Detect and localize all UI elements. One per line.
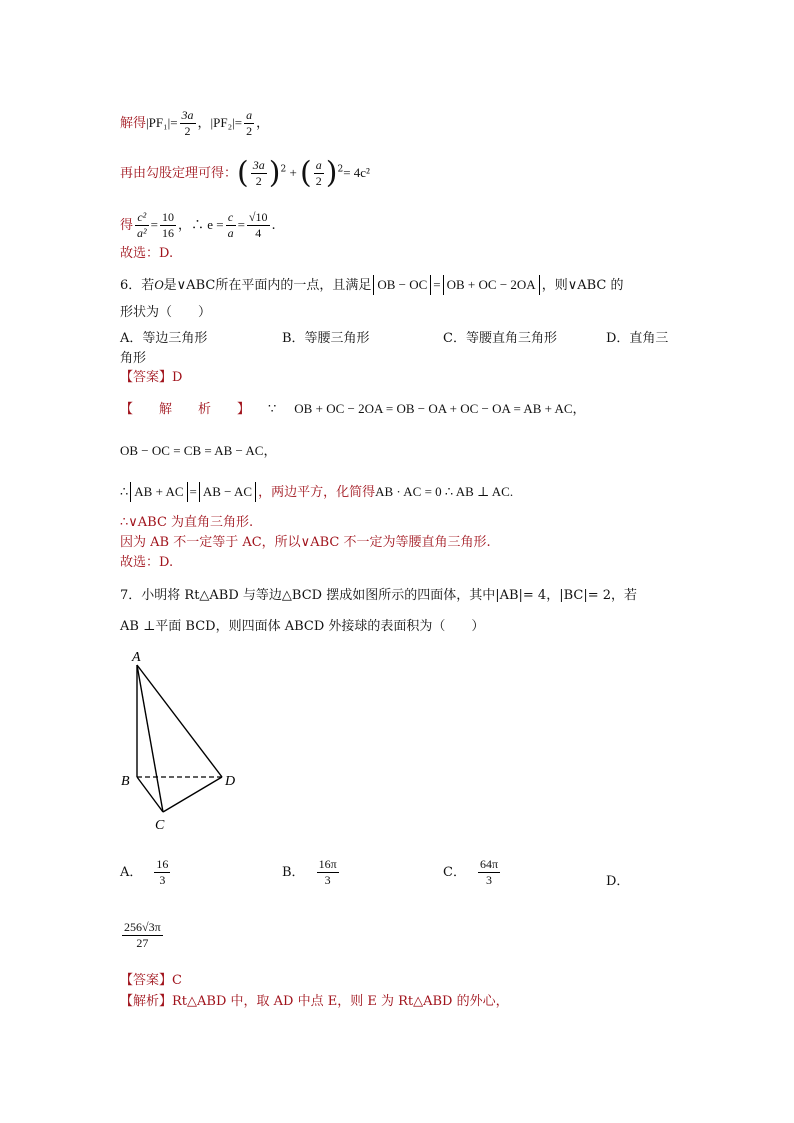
q7-option-c[interactable]: C． $\frac{64\pi}{3}$ (443, 857, 499, 887)
solution-line-3: 得 $\frac{\text{c²}}{\text{a²}}$ = $\frac{10}{16}$ ，∴ e = $\frac{c}{a}$ = $\frac{√10}{4}$ . (120, 210, 276, 240)
solution-line-1: 解得|PF₁|= $\frac{3a}{2}$ ，|PF₂|= $\frac{a}{2}$ ， (120, 108, 270, 138)
label-d: D (225, 774, 236, 789)
edge-cd (163, 777, 222, 812)
pythag-frac-a: $\frac{3a}{2}$ (252, 158, 265, 188)
q6-conclusion-1: ∴∨ABC 为直角三角形. (120, 515, 254, 530)
label-a: A (132, 650, 141, 665)
q6-stem-line2: 形状为（ ） (120, 305, 212, 320)
q7-option-d[interactable]: D． (606, 874, 630, 889)
q6-analysis-line2: OB − OC = CB = AB − AC， (120, 443, 277, 458)
pf2-fraction: $\frac{a}{2}$ (246, 108, 253, 138)
edge-ac (137, 665, 163, 812)
q6-analysis-line1: 【 解 析 】 ∵ OB + OC − 2OA = OB − OA + OC − OA = AB + AC， (120, 401, 586, 417)
edge-ad (137, 665, 222, 777)
q6-conclusion-2: 因为 AB 不一定等于 AC，所以∨ABC 不一定为等腰直角三角形. (120, 535, 491, 550)
solution-prefix: 解得 (120, 116, 147, 131)
solution-line-2: 再由勾股定理可得：( $\frac{3a}{2}$ )$^2$ + ( $\frac{a}{2}$ )$^2$= 4c² (120, 155, 370, 191)
q6-answer: 【答案】D (120, 370, 183, 385)
pf1-label: |PF₁|= (146, 115, 178, 130)
q7-option-a[interactable]: A． $\frac{16}{3}$ (120, 857, 169, 887)
q6-select: 故选：D. (120, 555, 174, 570)
q6-option-d[interactable]: D．直角三 (606, 331, 669, 346)
q6-option-c[interactable]: C．等腰直角三角形 (443, 331, 557, 346)
label-b: B (121, 774, 130, 789)
q7-option-d-value: $\frac{256√3\pi}{27}$ (124, 920, 161, 950)
tetrahedron-diagram (115, 648, 255, 838)
solution-select: 故选：D. (120, 246, 174, 261)
q6-analysis-line3: ∴ AB + AC = AB − AC ，两边平方，化简得AB · AC = 0 ∴ AB ⊥ AC. (120, 484, 514, 500)
q6-abs-left: OB − OC (373, 275, 431, 295)
q7-analysis: 【解析】Rt△ABD 中，取 AD 中点 E，则 E 为 Rt△ABD 的外心， (120, 994, 509, 1009)
q6-stem: 6．若O是∨ABC所在平面内的一点，且满足 OB − OC = OB + OC − 2OA ，则∨ABC 的 (120, 277, 624, 293)
q6-abs-right: OB + OC − 2OA (443, 275, 540, 295)
edge-bc (137, 777, 163, 812)
q7-option-b[interactable]: B． $\frac{16\pi}{3}$ (282, 857, 337, 887)
q6-option-d-cont: 角形 (120, 351, 147, 366)
q6-option-a[interactable]: A．等边三角形 (120, 331, 208, 346)
label-c: C (155, 818, 165, 833)
q7-stem-line2: AB ⊥平面 BCD，则四面体 ABCD 外接球的表面积为（ ） (120, 619, 485, 634)
q7-answer: 【答案】C (120, 973, 182, 988)
q6-option-b[interactable]: B．等腰三角形 (282, 331, 370, 346)
pf2-label: ，|PF₂|= (197, 115, 243, 130)
pythag-frac-b: $\frac{a}{2}$ (315, 158, 322, 188)
q7-stem-line1: 7．小明将 Rt△ABD 与等边△BCD 摆成如图所示的四面体，其中|AB|= 4，|BC|= 2，若 (120, 588, 637, 603)
pf1-fraction: $\frac{3a}{2}$ (181, 108, 194, 138)
